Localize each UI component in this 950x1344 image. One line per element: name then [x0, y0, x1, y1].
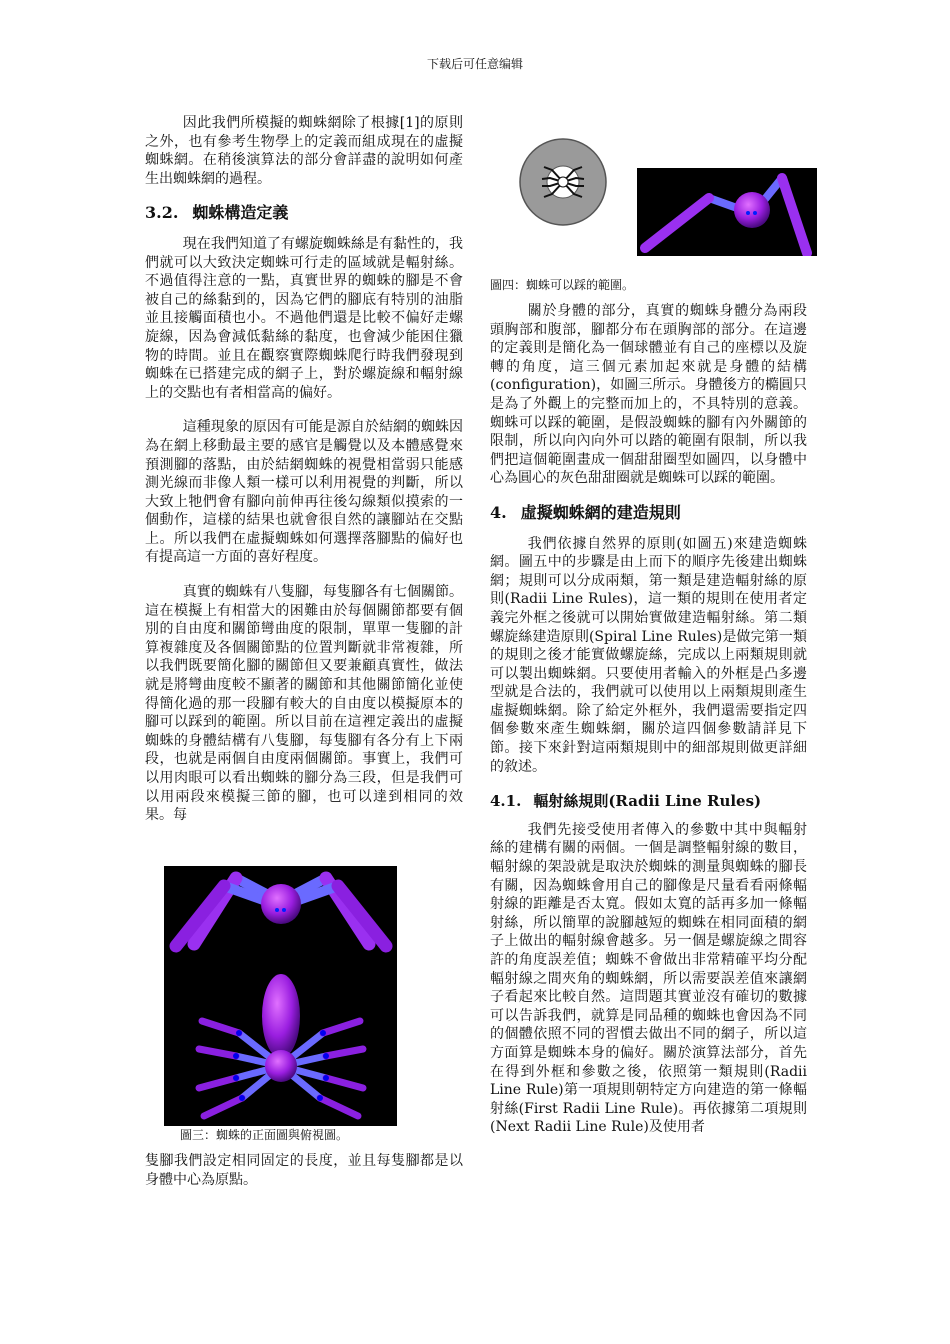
page-header: 下载后可任意编辑: [426, 57, 523, 71]
paragraph: 因此我們所模擬的蜘蛛網除了根據[1]的原則之外，也有參考生物學上的定義而組成現在的虛擬蜘蛛網。在稍後演算法的部分會詳盡的說明如何產生出蜘蛛網的過程。: [145, 115, 463, 187]
section-heading: [145, 204, 463, 223]
left-column: [145, 114, 463, 825]
spider-render-image: [164, 866, 397, 1126]
paragraph: 我們先接受使用者傳入的參數中其中與輻射絲的建構有關的兩個。一個是調整輻射線的數目，輻射線的架設就是取決於蜘蛛的測量與蜘蛛的腳長有關，因為蜘蛛會用自己的腳像是尺量看看兩條輻射線的距離是否太寬。假如太寬的話再多加一條輻射絲，所以簡單的說腳越短的蜘蛛在相同面積的網子上做出的輻射線會越多。另一個是螺旋線之間容許的角度誤差值；蜘蛛不會做出非常精確平均分配輻射線之間夾角的蜘蛛網，所以需要誤差值來讓網子看起來比較自然。這問題其實並沒有確切的數據可以告訴我們，就算是同品種的蜘蛛也會因為不同的個體依照不同的習慣去做出不同的網子，所以這方面算是蜘蛛本身的偏好。關於演算法部分，首先在得到外框和參數之後，依照第一類規則(Radii Line Rule)第一項規則朝特定方向建造的第一條輻射絲(First Radii Line Rule)。再依據第二項規則(Next Radii Line Rule)及使用者: [490, 821, 807, 1136]
paragraph: 現在我們知道了有螺旋蜘蛛絲是有黏性的，我們就可以大致決定蜘蛛可行走的區域就是輻射絲。不過值得注意的一點，真實世界的蜘蛛的腳是不會被自己的絲黏到的，因為它們的腳底有特別的油脂並且接觸面積也小。不過他們還是比較不偏好走螺旋線，因為會減低黏絲的黏度，也會減少能困住獵物的時間。並且在觀察實際蜘蛛爬行時我們發現到蜘蛛在已搭建完成的網子上，對於螺旋線和輻射線上的交點也有者相當高的偏好。: [145, 235, 463, 401]
figure-4-spider-side: [637, 168, 817, 256]
subsection-title: 輻射絲規則(Radii Line Rules): [533, 792, 762, 811]
section-title: 蜘蛛構造定義: [192, 203, 289, 223]
paragraph: 我們依據自然界的原則(如圖五)來建造蜘蛛網。圖五中的步驟是由上而下的順序先後建出蜘蛛網；規則可以分成兩類，第一類是建造輻射絲的原則(Radii Line Rules)，這一類的規則在使用者定義完外框之後就可以開始實做建造輻射絲。第二類螺旋絲建造原則(Spiral Line Rules)是做完第一類的規則之後才能實做螺旋絲，完成以上兩類規則就可以製出蜘蛛網。只要使用者輸入的外框是凸多邊型就是合法的，我們就可以使用以上兩類規則產生虛擬蜘蛛網。除了給定外框外，我們還需要指定四個參數來產生蜘蛛網，關於這四個參數請詳見下節。接下來針對這兩類規則中的細部規則做更詳細的敘述。: [490, 535, 807, 775]
paragraph: 這種現象的原因有可能是源自於結網的蜘蛛因為在網上移動最主要的感官是觸覺以及本體感覺來預測腳的落點，由於結網蜘蛛的視覺相當弱只能感測光線而非像人類一樣可以利用視覺的判斷，所以大致上牠們會有腳向前伸再往後勾線類似摸索的一個動作，這樣的結果也就會很自然的讓腳站在交點上。所以我們在虛擬蜘蛛如何選擇落腳點的偏好也有提高這一方面的喜好程度。: [145, 419, 463, 566]
section-title: 虛擬蜘蛛網的建造規則: [520, 502, 681, 522]
left-column-tail: [145, 1152, 463, 1205]
paragraph: 關於身體的部分，真實的蜘蛛身體分為兩段頭胸部和腹部，腳都分布在頭胸部的部分。在這邊的定義則是簡化為一個球體並有自己的座標以及旋轉的角度，這三個元素加起來就是身體的結構(configuration)，如圖三所示。身體後方的橢圓只是為了外觀上的完整而加上的，不具特別的意義。蜘蛛可以踩的範圍，是假設蜘蛛的腳有內外關節的限制，所以向內向外可以踏的範圍有限制，所以我們把這個範圍畫成一個甜甜圈型如圖四，以身體中心為圓心的灰色甜甜圈就是蜘蛛可以踩的範圍。: [490, 303, 807, 487]
figure-4-reach-donut: [518, 137, 608, 227]
subsection-heading: [490, 792, 807, 811]
figure-3-spider-views: [164, 866, 397, 1126]
figure-4-caption: 圖四：蜘蛛可以踩的範圍。: [490, 278, 635, 292]
subsection-number: 4.1.: [490, 792, 522, 811]
spider-side-image: [637, 168, 817, 256]
right-column: [490, 302, 807, 1137]
section-number: 4.: [490, 502, 507, 522]
section-heading: [490, 504, 807, 523]
paragraph: 隻腳我們設定相同固定的長度，並且每隻腳都是以身體中心為原點。: [145, 1153, 463, 1188]
donut-reach-image: [518, 137, 608, 227]
paragraph: 真實的蜘蛛有八隻腳，每隻腳各有七個關節。這在模擬上有相當大的困難由於每個關節都要有個別的自由度和關節彎曲度的限制，單單一隻腳的計算複雜度及各個關節點的位置判斷就非常複雜，所以我們既要簡化腳的關節但又要兼顧真實性，做法就是將彎曲度較不顯著的關節和其他關節簡化並使得簡化過的那一段腳有較大的自由度以模擬原本的腳可以踩到的範圍。所以目前在這裡定義出的虛擬蜘蛛的身體結構有八隻腳，每隻腳有各分有上下兩段，也就是兩個自由度兩個關節。事實上，我們可以用肉眼可以看出蜘蛛的腳分為三段，但是我們可以用兩段來模擬三節的腳，也可以達到相同的效果。每: [145, 584, 463, 824]
figure-3-caption: 圖三：蜘蛛的正面圖與俯視圖。: [180, 1128, 349, 1142]
section-number: 3.2.: [145, 203, 179, 223]
